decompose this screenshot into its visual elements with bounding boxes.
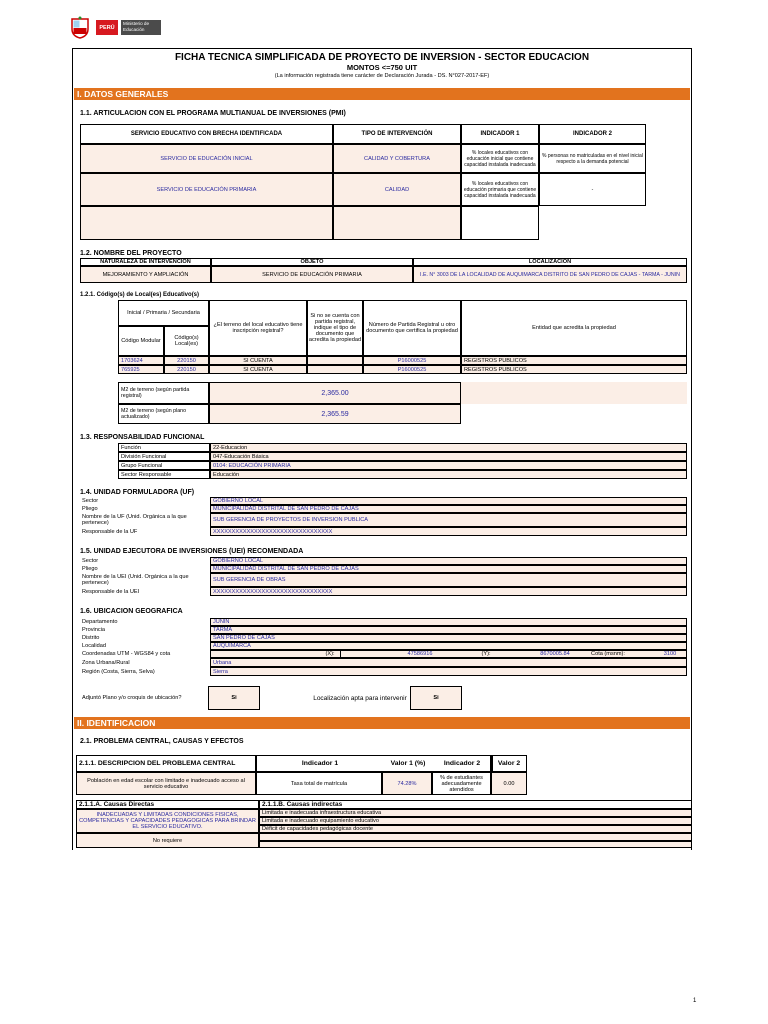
uei-title: 1.5. UNIDAD EJECUTORA DE INVERSIONES (UEI) RECOMENDADA — [80, 548, 304, 555]
local-row1-inscripcion: SI CUENTA — [209, 356, 307, 365]
peru-brand: PERÚ — [96, 20, 118, 35]
local-row1-modular: 1703624 — [118, 356, 164, 365]
local-row1-local: 220150 — [164, 356, 209, 365]
causa-directa-2: No requiere — [76, 833, 259, 848]
resp-label: División Funcional — [118, 452, 210, 461]
val1-header: Valor 1 (%) — [390, 760, 426, 767]
project-name-table — [80, 258, 687, 283]
header-naturaleza: NATURALEZA DE INTERVENCION — [80, 258, 211, 266]
section-datos-generales: I. DATOS GENERALES — [74, 88, 690, 100]
pmi-row3-ind1[interactable] — [461, 206, 539, 240]
local-row2-inscripcion: SI CUENTA — [209, 365, 307, 374]
m2-registral-value: 2,365.00 — [209, 382, 461, 404]
ind1-header: Indicador 1 — [301, 760, 339, 767]
naturaleza-value: MEJORAMIENTO Y AMPLIACIÓN — [80, 266, 211, 283]
local-codes-title: 1.2.1. Código(s) de Local(es) Educativo(s) — [80, 292, 200, 298]
m2-plano-label: M2 de terreno (según plano actualizado) — [118, 404, 209, 424]
form-subtitle: MONTOS <=750 UIT — [346, 63, 418, 72]
resp-value: 22-Educacion — [210, 443, 687, 452]
divider — [340, 650, 341, 658]
zona-label: Zona Urbana/Rural — [82, 659, 130, 666]
plano-value: Si — [208, 686, 260, 710]
geo-value: TARMA — [210, 626, 687, 634]
objeto-value: SERVICIO DE EDUCACIÓN PRIMARIA — [211, 266, 413, 283]
utm-y-label: (Y): — [481, 651, 491, 657]
uei-value: SUB GERENCIA DE OBRAS — [210, 573, 687, 587]
header-objeto: OBJETO — [211, 258, 413, 266]
val2-value: 0.00 — [491, 772, 527, 795]
local-row2-entidad: REGISTROS PUBLICOS — [461, 365, 687, 374]
causas-directas-header: 2.1.1.A. Causas Directas — [76, 800, 259, 809]
uei-label: Sector — [82, 558, 99, 564]
region-value: Sierra — [210, 667, 687, 676]
problem-description: Población en edad escolar con limitado e inadecuado acceso al servicio educativo — [76, 772, 256, 795]
header-codigo-local: Código(s) Local(es) — [164, 326, 209, 356]
header-entidad: Entidad que acredita la propiedad — [461, 300, 687, 356]
resp-label: Función — [118, 443, 210, 452]
uf-value: XXXXXXXXXXXXXXXXXXXXXXXXXXXXXXXX — [210, 527, 687, 536]
geo-label: Distrito — [82, 635, 100, 641]
ministry-logo — [68, 16, 180, 40]
causas-indirectas-header: 2.1.1.B. Causas indirectas — [259, 800, 692, 809]
geo-value: AUQUIMARCA — [210, 642, 687, 650]
region-label: Región (Costa, Sierra, Selva) — [82, 668, 155, 675]
uei-value: XXXXXXXXXXXXXXXXXXXXXXXXXXXXXXXX — [210, 587, 687, 596]
uf-table — [80, 497, 687, 538]
causa-indirecta-empty — [259, 833, 692, 841]
local-row2-local: 220150 — [164, 365, 209, 374]
resp-value: 0104: EDUCACIÓN PRIMARIA — [210, 461, 687, 470]
pmi-row1-ind1: % locales educativos con educación inicial que contiene capacidad instalada inadecuada — [461, 144, 539, 173]
pmi-row1-servicio: SERVICIO DE EDUCACIÓN INICIAL — [80, 144, 333, 173]
uei-label: Pliego — [82, 566, 98, 572]
localizacion-value: I.E. N° 3003 DE LA LOCALIDAD DE AUQUIMARCA DISTRITO DE SAN PEDRO DE CAJAS - TARMA - JUNIN — [413, 266, 687, 283]
resp-value: 047-Educación Básica — [210, 452, 687, 461]
uf-value: GOBIERNO LOCAL — [210, 497, 687, 505]
pmi-title: 1.1. ARTICULACION CON EL PROGRAMA MULTIANUAL DE INVERSIONES (PMI) — [80, 110, 346, 117]
local-row1-partida: P16000525 — [363, 356, 461, 365]
pmi-row1-tipo: CALIDAD Y COBERTURA — [333, 144, 461, 173]
uf-value: SUB GERENCIA DE PROYECTOS DE INVERSION PUBLICA — [210, 513, 687, 527]
uei-value: GOBIERNO LOCAL — [210, 557, 687, 565]
cota-value: 3100 — [663, 651, 677, 657]
geo-title: 1.6. UBICACION GEOGRAFICA — [80, 608, 183, 615]
problem-table — [76, 755, 610, 795]
val2-header: Valor 2 — [491, 755, 527, 772]
uei-value: MUNICIPALIDAD DISTRITAL DE SAN PEDRO DE CAJAS — [210, 565, 687, 573]
uf-value: MUNICIPALIDAD DISTRITAL DE SAN PEDRO DE CAJAS — [210, 505, 687, 513]
apta-label: Localización apta para intervenir — [313, 694, 407, 702]
header-nivel: Inicial / Primaria / Secundaria — [118, 300, 209, 326]
pmi-row2-ind2: - — [539, 173, 646, 206]
uf-title: 1.4. UNIDAD FORMULADORA (UF) — [80, 489, 195, 496]
causa-indirecta: Limitada e inadecuada infraestructura educativa — [259, 809, 692, 817]
header-partida: Número de Partida Registral u otro documento que certifica la propiedad — [363, 300, 461, 356]
form-title: FICHA TECNICA SIMPLIFICADA DE PROYECTO DE INVERSION - SECTOR EDUCACION — [174, 52, 590, 63]
local-codes-table — [118, 300, 687, 424]
pmi-row1-ind2: % personas no matriculadas en el nivel inicial respecto a la demanda potencial — [539, 144, 646, 173]
uf-label: Pliego — [82, 506, 98, 512]
resp-value: Educación — [210, 470, 687, 479]
causes-table — [76, 800, 692, 850]
page-number: 1 — [693, 998, 697, 1004]
pmi-header-ind1: INDICADOR 1 — [461, 124, 539, 144]
uei-label: Nombre de la UEI (Unid. Orgánica a la que pertenece) — [82, 574, 189, 586]
header-tipo-documento: Si no se cuenta con partida registral, indique el tipo de documento que acredita la propiedad — [307, 300, 363, 356]
ministry-name: Ministerio de Educación — [121, 20, 161, 35]
m2-plano-value: 2,365.59 — [209, 404, 461, 424]
utm-x-value: 47586916 — [407, 651, 433, 657]
ind1-value: Tasa total de matrícula — [256, 772, 382, 795]
pmi-row2-ind1: % locales educativos con educación primaria que contiene capacidad instalada inadecuada — [461, 173, 539, 206]
header-localizacion: LOCALIZACION — [413, 258, 687, 266]
header-inscripcion: ¿El terreno del local educativo tiene inscripción registral? — [209, 300, 307, 356]
utm-label: Coordenadas UTM - WGS84 y cota — [82, 651, 171, 657]
geo-label: Departamento — [82, 619, 118, 625]
val1-value: 74.28% — [382, 772, 432, 795]
apta-value: Si — [410, 686, 462, 710]
pmi-row2-tipo: CALIDAD — [333, 173, 461, 206]
pmi-header-ind2: INDICADOR 2 — [539, 124, 646, 144]
uei-label: Responsable de la UEI — [82, 588, 140, 595]
geo-value: SAN PEDRO DE CAJAS — [210, 634, 687, 642]
uf-label: Sector — [82, 498, 99, 504]
cota-label: Cota (msnm): — [591, 651, 625, 657]
ind2-header: Indicador 2 — [443, 760, 481, 767]
utm-y-value: 8670005.84 — [540, 651, 570, 657]
m2-registral-fill — [461, 382, 687, 404]
local-row1-entidad: REGISTROS PUBLICOS — [461, 356, 687, 365]
section-identificacion: II. IDENTIFICACION — [74, 717, 690, 729]
utm-x-label: (X): — [325, 651, 335, 657]
problem-desc-header: 2.1.1. DESCRIPCION DEL PROBLEMA CENTRAL — [76, 755, 256, 772]
declaration-note: (La información registrada tiene carácter de Declaración Jurada - DS. N°027-2017-EF) — [274, 73, 490, 79]
local-row2-partida: P16000525 — [363, 365, 461, 374]
peru-shield-icon — [68, 16, 92, 40]
pmi-row2-servicio: SERVICIO DE EDUCACIÓN PRIMARIA — [80, 173, 333, 206]
geo-label: Provincia — [82, 627, 106, 633]
uei-table — [80, 557, 687, 597]
resp-label: Grupo Funcional — [118, 461, 210, 470]
ind2-value: % de estudiantes adecuadamente atendidos — [432, 772, 491, 795]
pmi-header-servicio: SERVICIO EDUCATIVO CON BRECHA IDENTIFICADA — [80, 124, 333, 144]
uf-label: Nombre de la UF (Unid. Orgánica a la que pertenece) — [82, 514, 187, 526]
resp-table — [118, 443, 687, 479]
causa-indirecta: Limitada e inadecuado equipamiento educativo — [259, 817, 692, 825]
resp-title: 1.3. RESPONSABILIDAD FUNCIONAL — [80, 434, 205, 441]
causa-indirecta: Déficit de capacidades pedagógicas docente — [259, 825, 692, 833]
geo-label: Localidad — [82, 643, 106, 649]
zona-value: Urbana — [210, 658, 687, 667]
pmi-row3-servicio[interactable] — [80, 206, 333, 240]
pmi-header-tipo: TIPO DE INTERVENCIÓN — [333, 124, 461, 144]
uf-label: Responsable de la UF — [82, 528, 138, 535]
resp-label: Sector Responsable — [118, 470, 210, 479]
geo-table — [80, 618, 687, 680]
pmi-row3-tipo[interactable] — [333, 206, 461, 240]
project-name-title: 1.2. NOMBRE DEL PROYECTO — [80, 250, 182, 257]
causa-directa-1: INADECUADAS Y LIMITADAS CONDICIONES FISICAS, COMPETENCIAS Y CAPACIDADES PEDAGOGICAS PARA BRINDAR EL SERVICIO EDUCATIVO. — [76, 809, 259, 833]
m2-registral-label: M2 de terreno (según partida registral) — [118, 382, 209, 404]
geo-value: JUNIN — [210, 618, 687, 626]
local-row1-doc — [307, 356, 363, 365]
causa-indirecta-empty — [259, 841, 692, 848]
local-row2-modular: 765925 — [118, 365, 164, 374]
problem-indicators-header — [256, 755, 491, 772]
local-row2-doc — [307, 365, 363, 374]
header-codigo-modular: Código Modular — [118, 326, 164, 356]
problem-section-title: 2.1. PROBLEMA CENTRAL, CAUSAS Y EFECTOS — [80, 738, 244, 745]
pmi-table — [80, 124, 646, 240]
plano-label: Adjuntó Plano y/o croquis de ubicación? — [82, 695, 182, 701]
